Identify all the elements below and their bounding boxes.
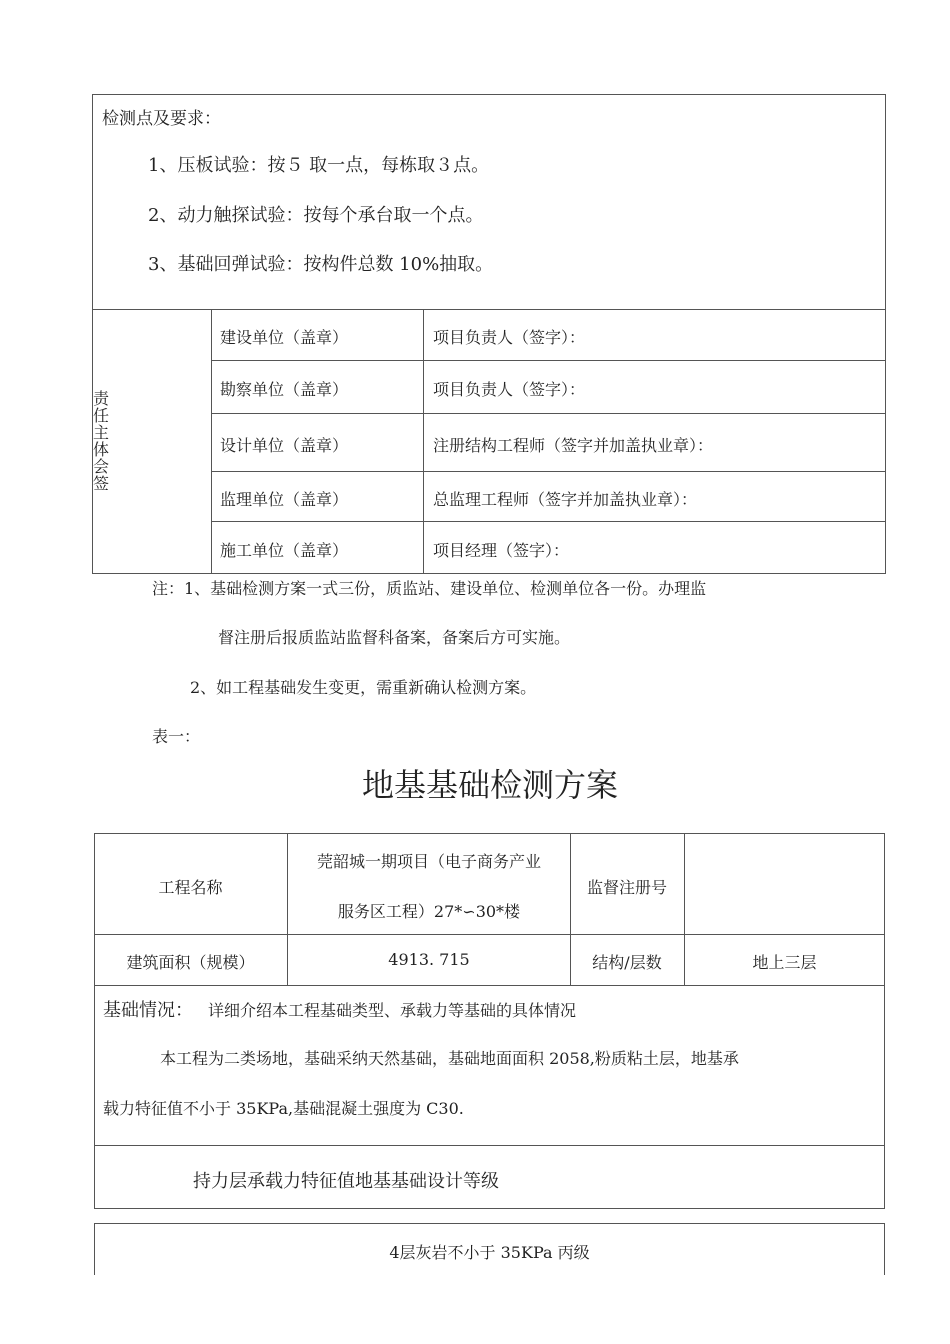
note-2: 2、如工程基础发生变更，需重新确认检测方案。 [190, 678, 537, 697]
page-title: 地基基础检测方案 [361, 766, 618, 804]
signoff-unit-survey: 勘察单位（盖章） [220, 380, 349, 399]
foundation-heading: 基础情况： [103, 1000, 193, 1021]
bearing-value: 4层灰岩不小于 35KPa 丙级 [389, 1243, 590, 1262]
signoff-signer-design: 注册结构工程师（签字并加盖执业章）： [433, 436, 714, 455]
table-label: 表一： [152, 727, 201, 746]
bearing-header: 持力层承载力特征值地基基础设计等级 [193, 1171, 499, 1192]
signoff-signer-supervision: 总监理工程师（签字并加盖执业章）： [433, 490, 698, 509]
requirements-heading: 检测点及要求： [102, 109, 221, 129]
project-name-line-2: 服务区工程）27*∽30*楼 [337, 902, 521, 921]
project-name-label: 工程名称 [158, 878, 223, 897]
structure-value: 地上三层 [752, 953, 817, 972]
supervision-no-label: 监督注册号 [586, 878, 667, 897]
signoff-unit-supervision: 监理单位（盖章） [220, 490, 349, 509]
signoff-signer-contractor: 项目经理（签字）： [433, 541, 570, 560]
requirement-item-2: 2、动力触探试验：按每个承台取一个点。 [148, 205, 484, 226]
project-name-line-1: 莞韶城一期项目（电子商务产业 [316, 852, 541, 871]
requirement-item-1: 1、压板试验：按５ 取一点，每栋取３点。 [148, 155, 490, 176]
signoff-unit-contractor: 施工单位（盖章） [220, 541, 349, 560]
foundation-line-2: 载力特征值不小于 35KPa,基础混凝土强度为 C30. [103, 1099, 464, 1118]
signoff-side-label: 责任主体会签 [93, 389, 110, 493]
requirement-item-3: 3、基础回弹试验：按构件总数 10%抽取。 [148, 254, 494, 275]
area-value: 4913. 715 [388, 950, 470, 969]
structure-label: 结构/层数 [592, 953, 662, 972]
area-label: 建筑面积（规模） [126, 953, 255, 972]
foundation-hint: 详细介绍本工程基础类型、承载力等基础的具体情况 [208, 1001, 577, 1020]
signoff-unit-design: 设计单位（盖章） [220, 436, 349, 455]
signoff-signer-survey: 项目负责人（签字）： [433, 380, 586, 399]
note-1-line-1: 注：1、基础检测方案一式三份，质监站、建设单位、检测单位各一份。办理监 [152, 579, 707, 598]
note-1-line-2: 督注册后报质监站监督科备案，备案后方可实施。 [218, 628, 571, 647]
signoff-unit-construction: 建设单位（盖章） [220, 328, 349, 347]
foundation-line-1: 本工程为二类场地，基础采纳天然基础，基础地面面积 2058,粉质粘土层，地基承 [160, 1049, 739, 1068]
signoff-signer-construction: 项目负责人（签字）： [433, 328, 586, 347]
